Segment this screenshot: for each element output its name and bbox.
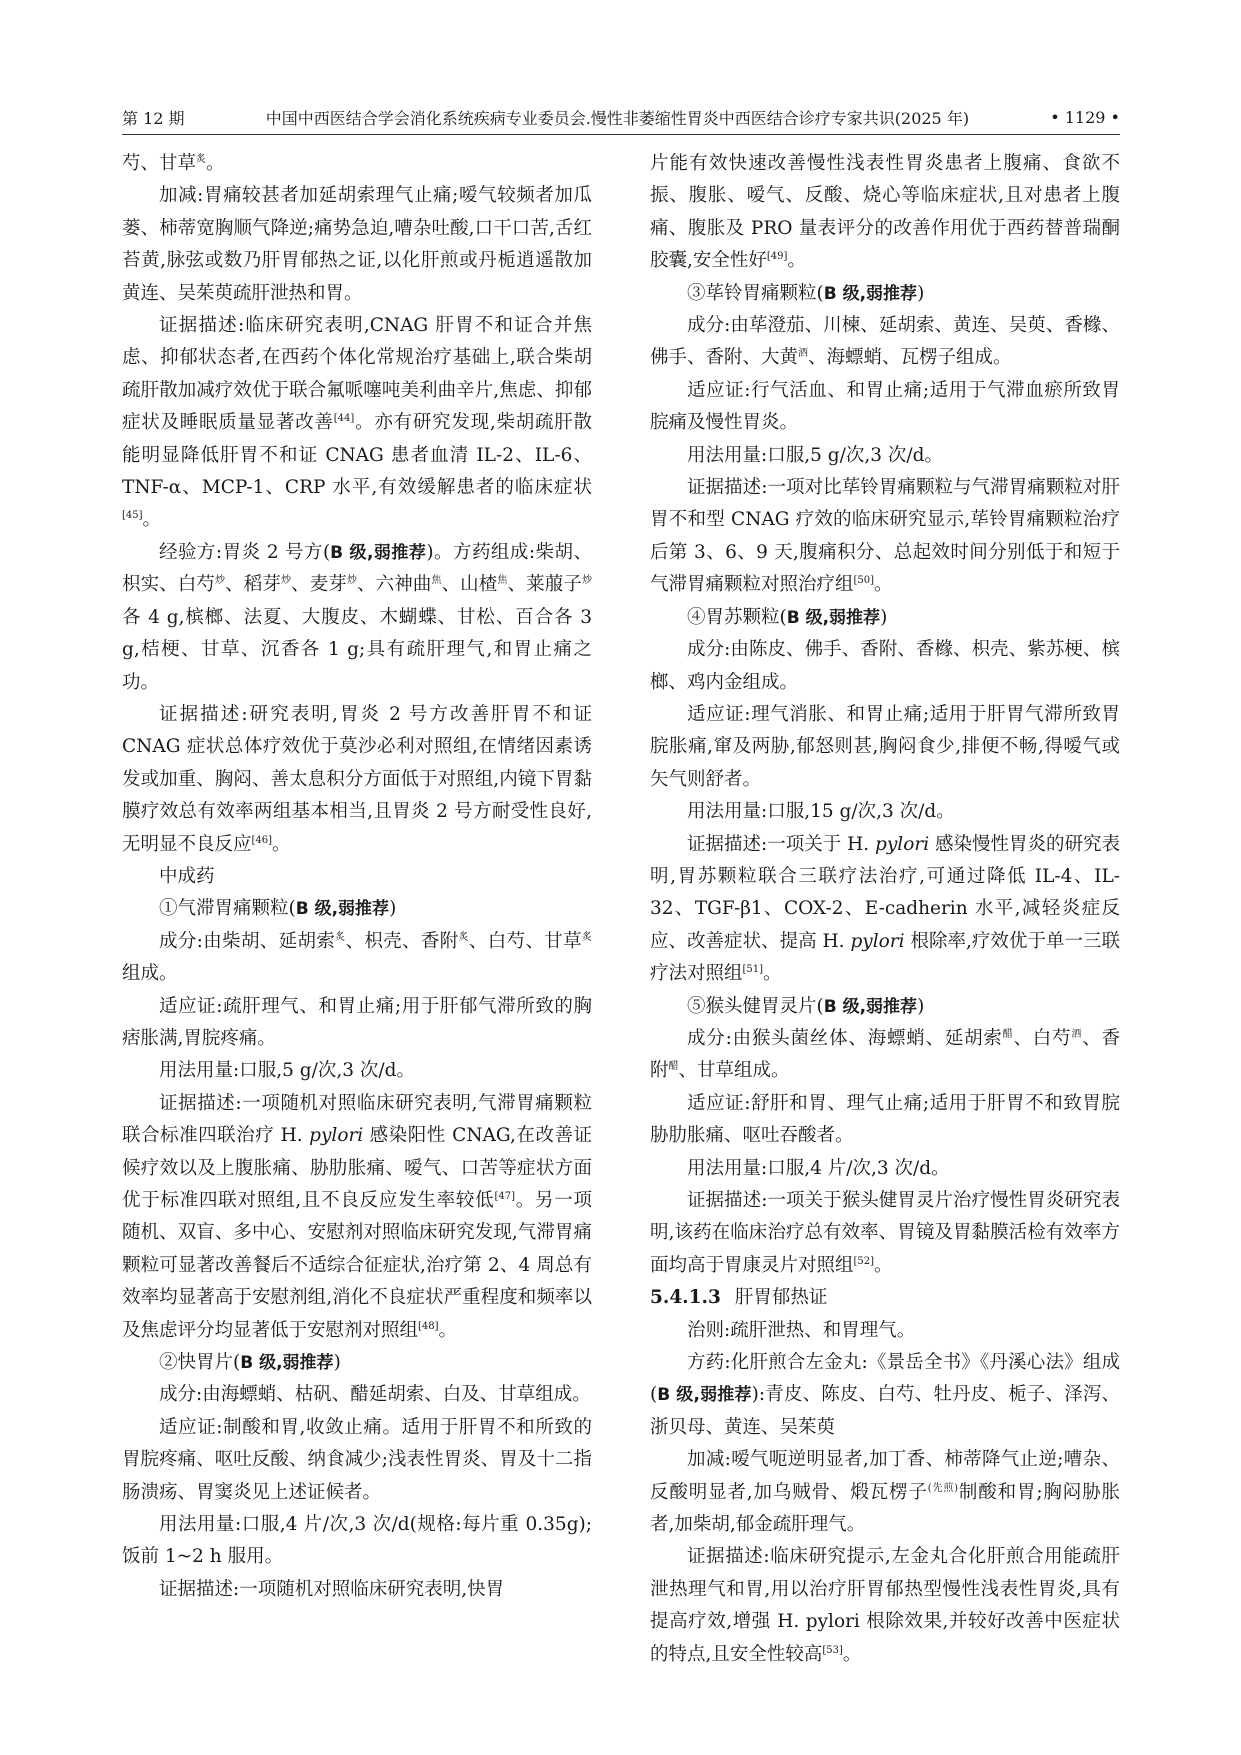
paragraph: 用法用量:口服,15 g/次,3 次/d。: [687, 801, 955, 823]
paragraph: 适应证:舒肝和胃、理气止痛;适用于肝胃不和致胃脘胁肋胀痛、呕吐吞酸者。: [650, 1092, 1120, 1147]
paragraph: 加减:嗳气呃逆明显者,加丁香、柿蒂降气止逆;嘈杂、反酸明显者,加乌贼骨、煅瓦楞子$^{(先煎)}$制酸和胃;胸闷胁胀者,加柴胡,郁金疏肝理气。: [650, 1449, 1120, 1536]
drug-heading: ①气滞胃痛颗粒(B 级,弱推荐): [159, 898, 397, 920]
paragraph: 用法用量:口服,4 片/次,3 次/d。: [687, 1157, 950, 1179]
paragraph: 证据描述:一项关于 H. pylori 感染慢性胃炎的研究表明,胃苏颗粒联合三联疗法治疗,可通过降低 IL-4、IL-32、TGF-β1、COX-2、E-cadherin 水平,减轻炎症反应、改善症状、提高 H. pylori 根除率,疗效优于单一三联疗法对照组[51]。: [650, 833, 1121, 985]
section-heading: 5.4.1.3 肝胃郁热证: [650, 1287, 828, 1309]
left-column: [122, 148, 592, 1606]
paragraph: 证据描述:临床研究提示,左金丸合化肝煎合用能疏肝泄热理气和胃,用以治疗肝胃郁热型慢性浅表性胃炎,具有提高疗效,增强 H. pylori 根除效果,并较好改善中医症状的特点,且安全性较高[53]。: [650, 1546, 1120, 1665]
paragraph: 成分:由荜澄茄、川楝、延胡索、黄连、吴萸、香橼、佛手、香附、大黄$^酒$、海螵蛸、瓦楞子组成。: [650, 315, 1120, 369]
paragraph: 证据描述:一项随机对照临床研究表明,气滞胃痛颗粒联合标准四联治疗 H. pylori 感染阳性 CNAG,在改善证候疗效以及上腹胀痛、胁肋胀痛、嗳气、口苦等症状方面优于标准四联对照组,且不良反应发生率较低[47]。另一项随机、双盲、多中心、安慰剂对照临床研究发现,气滞胃痛颗粒可显著改善餐后不适综合征症状,治疗第 2、4 周总有效率均显著高于安慰剂组,消化不良症状严重程度和频率以及焦虑评分均显著低于安慰剂对照组[48]。: [122, 1092, 593, 1341]
paragraph: 加减:胃痛较甚者加延胡索理气止痛;嗳气较频者加瓜蒌、柿蒂宽胸顺气降逆;痛势急迫,嘈杂吐酸,口干口苦,舌红苔黄,脉弦或数乃肝胃郁热之证,以化肝煎或丹栀逍遥散加黄连、吴茱萸疏肝泄热和胃。: [122, 185, 592, 304]
paragraph: 芍、甘草$^炙$。: [122, 153, 225, 174]
paragraph: 治则:疏肝泄热、和胃理气。: [687, 1319, 916, 1341]
paragraph: 用法用量:口服,4 片/次,3 次/d(规格:每片重 0.35g);饭前 1~2 h 服用。: [122, 1514, 592, 1568]
paragraph: 用法用量:口服,5 g/次,3 次/d。: [687, 444, 943, 466]
paragraph: 证据描述:研究表明,胃炎 2 号方改善肝胃不和证 CNAG 症状总体疗效优于莫沙必利对照组,在情绪因素诱发或加重、胸闷、善太息积分方面低于对照组,内镜下胃黏膜疗效总有效率两组基本相当,且胃炎 2 号方耐受性良好,无明显不良反应[46]。: [122, 703, 592, 855]
paragraph: 成分:由猴头菌丝体、海螵蛸、延胡索$^醋$、白芍$^酒$、香附$^醋$、甘草组成。: [650, 1027, 1120, 1082]
paragraph: 片能有效快速改善慢性浅表性胃炎患者上腹痛、食欲不振、腹胀、嗳气、反酸、烧心等临床症状,且对患者上腹痛、腹胀及 PRO 量表评分的改善作用优于西药替普瑞酮胶囊,安全性好[49]。: [650, 153, 1120, 272]
right-column: [650, 148, 1120, 1671]
paragraph: 成分:由柴胡、延胡索$^炙$、枳壳、香附$^炙$、白芍、甘草$^炙$组成。: [122, 930, 592, 985]
paragraph: 用法用量:口服,5 g/次,3 次/d。: [159, 1060, 415, 1082]
paragraph: 成分:由陈皮、佛手、香附、香橼、枳壳、紫苏梗、槟榔、鸡内金组成。: [650, 639, 1120, 693]
drug-heading: ②快胃片(B 级,弱推荐): [159, 1352, 341, 1374]
paragraph: 证据描述:一项随机对照临床研究表明,快胃: [159, 1578, 505, 1600]
paragraph: 适应证:理气消胀、和胃止痛;适用于肝胃气滞所致胃脘胀痛,窜及两胁,郁怒则甚,胸闷食少,排便不畅,得嗳气或矢气则舒者。: [650, 703, 1120, 790]
paragraph: 经验方:胃炎 2 号方(B 级,弱推荐)。方药组成:柴胡、枳实、白芍$^炒$、稻芽$^炒$、麦芽$^炒$、六神曲$^焦$、山楂$^焦$、莱菔子$^炒$各 4 g,槟榔、法夏、大腹皮、木蝴蝶、甘松、百合各 3 g,桔梗、甘草、沉香各 1 g;具有疏肝理气,和胃止痛之功。: [122, 541, 592, 693]
drug-heading: ⑤猴头健胃灵片(B 级,弱推荐): [687, 995, 925, 1017]
paragraph: 适应证:疏肝理气、和胃止痛;用于肝郁气滞所致的胸痞胀满,胃脘疼痛。: [122, 995, 592, 1049]
paragraph: 适应证:行气活血、和胃止痛;适用于气滞血瘀所致胃脘痛及慢性胃炎。: [650, 379, 1120, 434]
running-title: 中国中西医结合学会消化系统疾病专业委员会.慢性非萎缩性胃炎中西医结合诊疗专家共识(2025 年): [265, 108, 970, 128]
drug-heading: ④胃苏颗粒(B 级,弱推荐): [687, 606, 888, 628]
paragraph: 适应证:制酸和胃,收敛止痛。适用于肝胃不和所致的胃脘疼痛、呕吐反酸、纳食减少;浅表性胃炎、胃及十二指肠溃疡、胃窦炎见上述证候者。: [122, 1416, 592, 1503]
paragraph: 成分:由海螵蛸、枯矾、醋延胡索、白及、甘草组成。: [159, 1384, 591, 1406]
paragraph: 证据描述:一项关于猴头健胃灵片治疗慢性胃炎研究表明,该药在临床治疗总有效率、胃镜及胃黏膜活检有效率方面均高于胃康灵片对照组[52]。: [650, 1190, 1120, 1276]
paragraph: 证据描述:一项对比荜铃胃痛颗粒与气滞胃痛颗粒对肝胃不和型 CNAG 疗效的临床研究显示,荜铃胃痛颗粒治疗后第 3、6、9 天,腹痛积分、总起效时间分别低于和短于气滞胃痛颗粒对照治疗组[50]。: [650, 477, 1120, 596]
subheading: 中成药: [159, 865, 215, 887]
page-number: • 1129 •: [1050, 107, 1120, 127]
paragraph: 证据描述:临床研究表明,CNAG 肝胃不和证合并焦虑、抑郁状态者,在西药个体化常规治疗基础上,联合柴胡疏肝散加减疗效优于联合氟哌噻吨美利曲辛片,焦虑、抑郁症状及睡眠质量显著改善[44]。亦有研究发现,柴胡疏肝散能明显降低肝胃不和证 CNAG 患者血清 IL-2、IL-6、TNF-α、MCP-1、CRP 水平,有效缓解患者的临床症状[45]。: [122, 315, 592, 531]
paragraph: 方药:化肝煎合左金丸:《景岳全书》《丹溪心法》组成(B 级,弱推荐):青皮、陈皮、白芍、牡丹皮、栀子、泽泻、浙贝母、黄连、吴茱萸: [650, 1352, 1121, 1438]
issue-number: 第 12 期: [122, 108, 185, 128]
running-header: [122, 100, 1120, 135]
drug-heading: ③荜铃胃痛颗粒(B 级,弱推荐): [687, 282, 925, 304]
